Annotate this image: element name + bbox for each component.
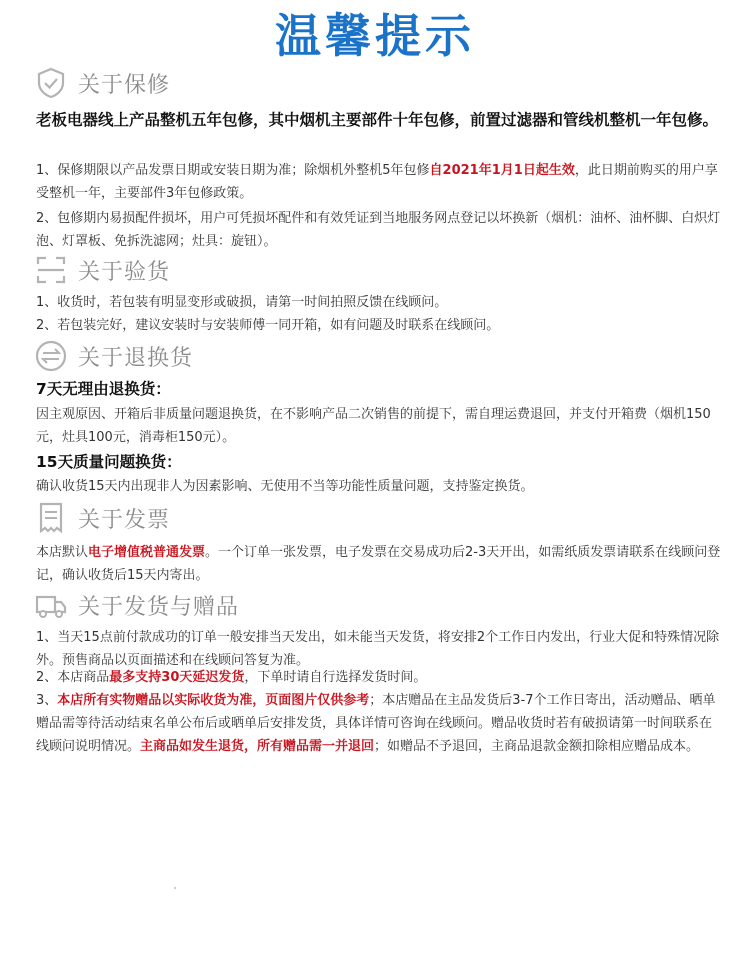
returns-section-header: [34, 338, 193, 374]
warranty-section-header: [34, 65, 170, 101]
warranty-effective-date: 自2021年1月1日起生效: [429, 163, 575, 178]
inspection-heading: 关于验货: [78, 259, 171, 285]
warranty-intro: 老板电器线上产品整机五年包修，其中烟机主要部件十年包修，前置过滤器和管线机整机一年包修。: [36, 111, 719, 129]
warranty-item-1-text-end: ，此日期前购买的用户享受整机一年，主要部件3年包修政策。: [36, 163, 718, 201]
shipping-item-1: 1、当天15点前付款成功的订单一般安排当天发出，如未能当天发货，将安排2个工作日内发出，行业大促和特殊情况除外。预售商品以页面描述和在线顾问答复为准。: [36, 630, 720, 668]
invoice-text-start: 本店默认: [36, 545, 89, 560]
decorative-dot: [174, 887, 176, 889]
warranty-item-1: [36, 159, 722, 205]
shipping-item-3: [36, 689, 722, 758]
invoice-text-end: 。一个订单一张发票，电子发票在交易成功后2-3天开出，如需纸质发票请联系在线顾问登记，确认收货后15天内寄出。: [36, 545, 721, 583]
truck-icon: [34, 588, 68, 622]
returns-heading: 关于退换货: [78, 345, 194, 371]
invoice-section-header: [34, 500, 170, 536]
page-title: 温馨提示: [275, 9, 475, 63]
warranty-item-2: 2、包修期内易损配件损坏，用户可凭损坏配件和有效凭证到当地服务网点登记以坏换新（烟机：油杯、油杯脚、白炽灯泡、灯罩板、免拆洗滤网；灶具：旋钮）。: [36, 211, 721, 249]
shipping-item-3-text-end: ；如赠品不予退回，主商品退款金额扣除相应赠品成本。: [374, 739, 700, 754]
inspection-item-1: 1、收货时，若包装有明显变形或破损，请第一时间拍照反馈在线顾问。: [36, 295, 448, 310]
warranty-heading: 关于保修: [78, 72, 171, 98]
shipping-item-2: [36, 666, 722, 689]
shipping-heading: 关于发货与赠品: [78, 594, 240, 620]
exchange-icon: [34, 339, 68, 373]
returns-7day-text: 因主观原因、开箱后非质量问题退换货，在不影响产品二次销售的前提下，需自理运费退回，并支付开箱费（烟机150元，灶具100元，消毒柜150元）。: [36, 407, 711, 445]
shipping-delay-limit: 最多支持30天延迟发货: [109, 670, 245, 685]
inspection-section-header: [34, 252, 170, 288]
shipping-item-2-text: 2、本店商品: [36, 670, 110, 685]
invoice-heading: 关于发票: [78, 507, 171, 533]
returns-15day-heading: 15天质量问题换货：: [36, 453, 182, 471]
shield-check-icon: [34, 66, 68, 100]
shipping-item-3-text: ；本店赠品在主品发货后3-7个工作日寄出，活动赠品、晒单赠品需等待活动结束名单公布后或晒单后安排发货，具体详情可咨询在线顾问。赠品收货时若有破损请第一时间联系在线顾问说明情况。: [36, 693, 716, 754]
shipping-item-3-number: 3、: [36, 693, 58, 708]
shipping-section-header: [34, 587, 239, 623]
invoice-type: 电子增值税普通发票: [88, 545, 206, 560]
shipping-item-2-text-end: ，下单时请自行选择发货时间。: [244, 670, 427, 685]
returns-7day-heading: 7天无理由退换货：: [36, 380, 171, 398]
inspection-item-2: 2、若包装完好，建议安装时与安装师傅一同开箱，如有问题及时联系在线顾问。: [36, 318, 500, 333]
receipt-icon: [34, 501, 68, 535]
gift-return-notice: 主商品如发生退货，所有赠品需一并退回: [140, 739, 375, 754]
invoice-text: [36, 541, 722, 587]
returns-15day-text: 确认收货15天内出现非人为因素影响、无使用不当等功能性质量问题，支持鉴定换货。: [36, 479, 534, 494]
scan-icon: [34, 253, 68, 287]
gift-notice: 本店所有实物赠品以实际收货为准，页面图片仅供参考: [57, 693, 370, 708]
warranty-item-1-text: 1、保修期限以产品发票日期或安装日期为准；除烟机外整机5年包修: [36, 163, 430, 178]
